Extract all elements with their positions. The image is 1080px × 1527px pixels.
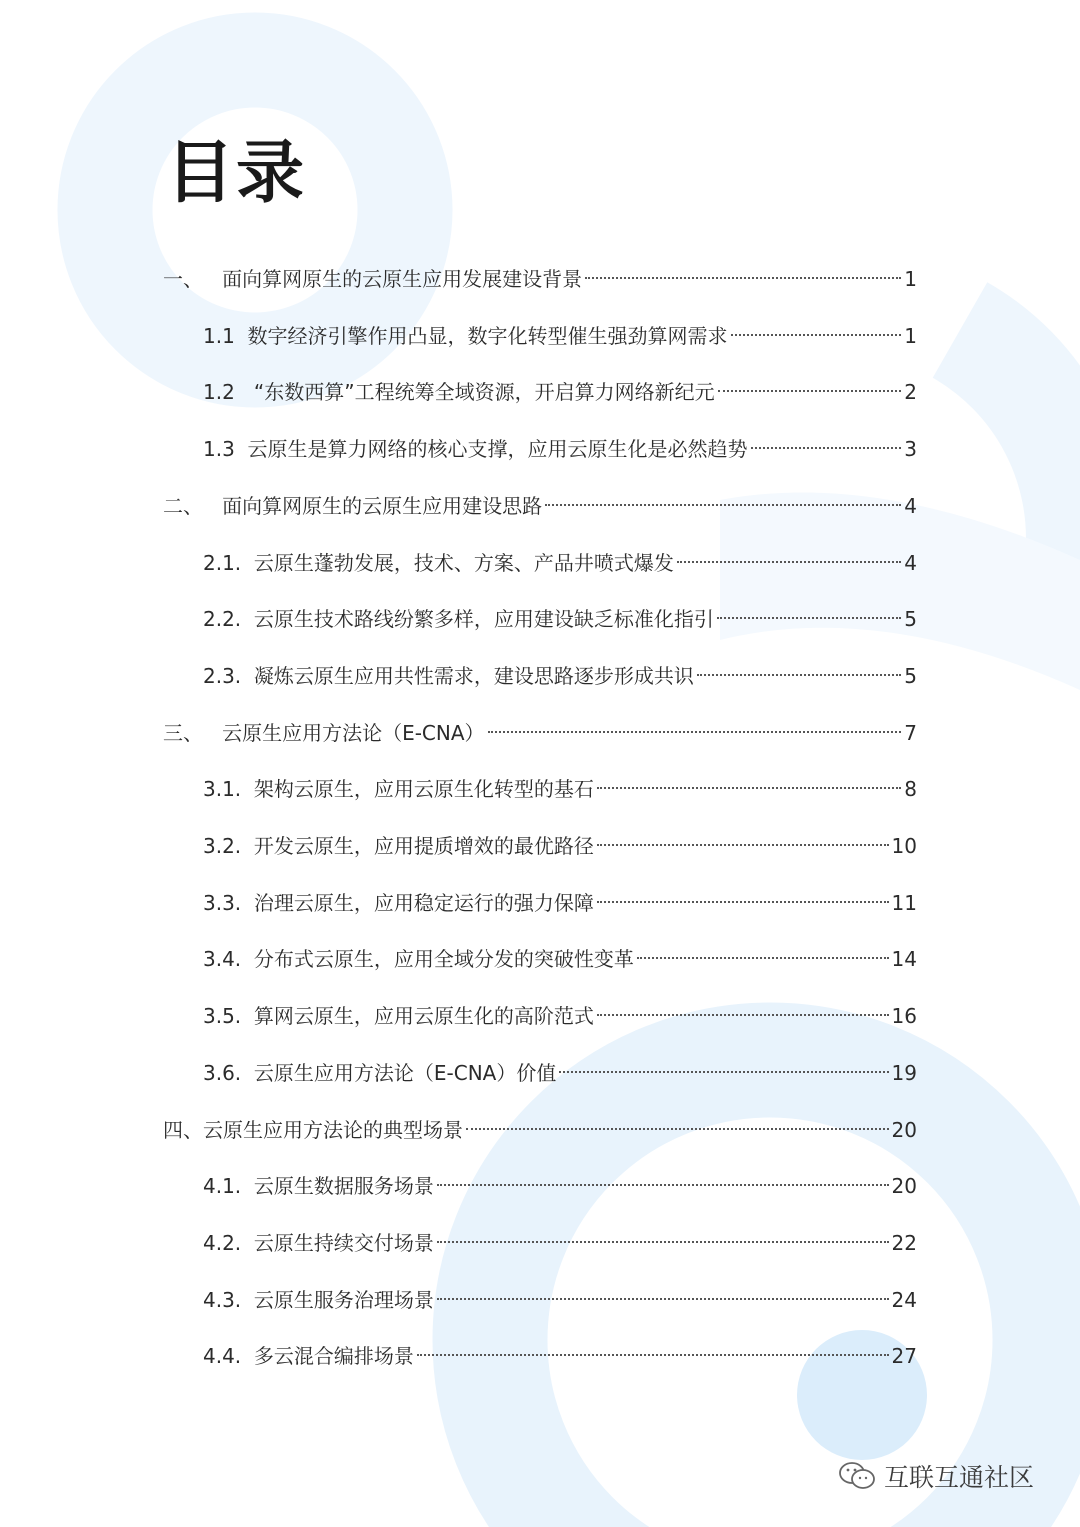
toc-entry[interactable]: [163, 1107, 917, 1142]
toc-entry[interactable]: [163, 256, 917, 291]
toc-page-number: 5: [904, 664, 917, 688]
toc-entry-title: 面向算网原生的云原生应用发展建设背景: [222, 267, 583, 291]
toc-entry-title: 数字经济引擎作用凸显，数字化转型催生强劲算网需求: [247, 324, 728, 348]
toc-entry-number: 3.4.: [203, 947, 254, 971]
toc-page-number: 16: [891, 1004, 917, 1028]
toc-entry[interactable]: [203, 426, 917, 461]
toc-entry-number: 3.2.: [203, 834, 254, 858]
toc-page-number: 1: [904, 267, 917, 291]
toc-entry[interactable]: [163, 483, 917, 518]
toc-page-number: 20: [891, 1118, 917, 1142]
toc-entry[interactable]: [203, 596, 917, 631]
toc-page-number: 1: [904, 324, 917, 348]
toc-entry-title: 面向算网原生的云原生应用建设思路: [222, 494, 543, 518]
toc-page-number: 11: [891, 891, 917, 915]
toc-entry[interactable]: [163, 710, 917, 745]
toc-leader-dots: [597, 880, 889, 910]
toc-entry-number: 1.3: [203, 437, 248, 461]
watermark: [838, 1458, 1034, 1494]
toc-leader-dots: [731, 313, 902, 343]
toc-page-number: 27: [891, 1344, 917, 1368]
toc-entry-title: 云原生技术路线纷繁多样，应用建设缺乏标准化指引: [253, 607, 714, 631]
toc-entry-title: 架构云原生，应用云原生化转型的基石: [253, 777, 594, 801]
toc-entry[interactable]: [203, 369, 917, 404]
toc-entry[interactable]: [203, 880, 917, 915]
wechat-icon: [838, 1460, 876, 1492]
toc-leader-dots: [437, 1220, 889, 1250]
toc-entry-number: 3.6.: [203, 1061, 254, 1085]
toc-entry[interactable]: [203, 313, 917, 348]
toc-entry-title: 云原生应用方法论的典型场景: [203, 1118, 463, 1142]
toc-leader-dots: [637, 936, 889, 966]
toc-entry-title: 云原生数据服务场景: [253, 1174, 434, 1198]
toc-entry-number: 1.2: [203, 380, 254, 404]
toc-entry-number: 1.1: [203, 324, 248, 348]
toc-entry-title: 凝炼云原生应用共性需求，建设思路逐步形成共识: [253, 664, 694, 688]
toc-entry-number: 二、: [163, 494, 223, 518]
toc-entry[interactable]: [203, 1333, 917, 1368]
toc-leader-dots: [597, 766, 901, 796]
toc-page-number: 14: [891, 947, 917, 971]
watermark-text: 互联互通社区: [884, 1463, 1035, 1492]
toc-entry[interactable]: [203, 766, 917, 801]
toc-entry[interactable]: [203, 540, 917, 575]
toc-entry-number: 三、: [163, 721, 223, 745]
toc-page-number: 4: [904, 551, 917, 575]
toc-leader-dots: [718, 369, 902, 399]
toc-entry-title: 云原生持续交付场景: [253, 1231, 434, 1255]
toc-entry-number: 3.1.: [203, 777, 254, 801]
toc-entry-number: 2.1.: [203, 551, 254, 575]
toc-leader-dots: [545, 483, 901, 513]
toc-page-number: 8: [904, 777, 917, 801]
toc-entry-number: 4.1.: [203, 1174, 254, 1198]
toc-page-number: 19: [891, 1061, 917, 1085]
toc-page-number: 20: [891, 1174, 917, 1198]
toc-entry-title: 治理云原生，应用稳定运行的强力保障: [253, 891, 594, 915]
toc-leader-dots: [697, 653, 901, 683]
toc-entry-title: 云原生应用方法论（E-CNA）: [222, 721, 485, 745]
toc-page-number: 24: [891, 1288, 917, 1312]
toc-entry-title: 云原生蓬勃发展，技术、方案、产品井喷式爆发: [253, 551, 674, 575]
toc-leader-dots: [466, 1107, 889, 1137]
toc-page-number: 5: [904, 607, 917, 631]
toc-leader-dots: [437, 1277, 889, 1307]
toc-entry[interactable]: [203, 653, 917, 688]
toc-entry-number: 4.4.: [203, 1344, 254, 1368]
toc-leader-dots: [488, 710, 902, 740]
toc-entry-title: 开发云原生，应用提质增效的最优路径: [253, 834, 594, 858]
toc-entry[interactable]: [203, 936, 917, 971]
toc-entry[interactable]: [203, 1277, 917, 1312]
page-title: 目录: [166, 134, 307, 213]
toc-leader-dots: [597, 993, 889, 1023]
toc-leader-dots: [585, 256, 901, 286]
toc-entry-title: 云原生是算力网络的核心支撑，应用云原生化是必然趋势: [247, 437, 748, 461]
toc-entry-title: 云原生应用方法论（E-CNA）价值: [253, 1061, 557, 1085]
toc-page-number: 22: [891, 1231, 917, 1255]
toc-page-number: 2: [904, 380, 917, 404]
toc-entry-number: 4.3.: [203, 1288, 254, 1312]
toc-entry-number: 3.3.: [203, 891, 254, 915]
toc-entry[interactable]: [203, 1163, 917, 1198]
toc-page-number: 10: [891, 834, 917, 858]
toc-entry-title: 分布式云原生，应用全域分发的突破性变革: [253, 947, 634, 971]
toc-page-number: 3: [904, 437, 917, 461]
toc-leader-dots: [417, 1333, 889, 1363]
toc-entry[interactable]: [203, 993, 917, 1028]
toc-leader-dots: [717, 596, 901, 626]
toc-entry[interactable]: [203, 1050, 917, 1085]
toc-leader-dots: [437, 1163, 889, 1193]
toc-entry[interactable]: [203, 823, 917, 858]
toc-entry-title: 云原生服务治理场景: [253, 1288, 434, 1312]
toc-entry-number: 2.3.: [203, 664, 254, 688]
toc-entry-number: 3.5.: [203, 1004, 254, 1028]
toc-entry-number: 4.2.: [203, 1231, 254, 1255]
toc-leader-dots: [751, 426, 902, 456]
toc-entry-number: 一、: [163, 267, 223, 291]
toc-page-number: 4: [904, 494, 917, 518]
toc-leader-dots: [559, 1050, 888, 1080]
toc-entry-title: “东数西算”工程统筹全域资源，开启算力网络新纪元: [253, 380, 715, 404]
toc-entry-number: 四、: [163, 1118, 203, 1142]
toc-entry-title: 多云混合编排场景: [253, 1344, 414, 1368]
toc-leader-dots: [677, 540, 901, 570]
toc-page-number: 7: [904, 721, 917, 745]
toc-leader-dots: [597, 823, 889, 853]
toc-entry[interactable]: [203, 1220, 917, 1255]
toc-entry-title: 算网云原生，应用云原生化的高阶范式: [253, 1004, 594, 1028]
toc-entry-number: 2.2.: [203, 607, 254, 631]
